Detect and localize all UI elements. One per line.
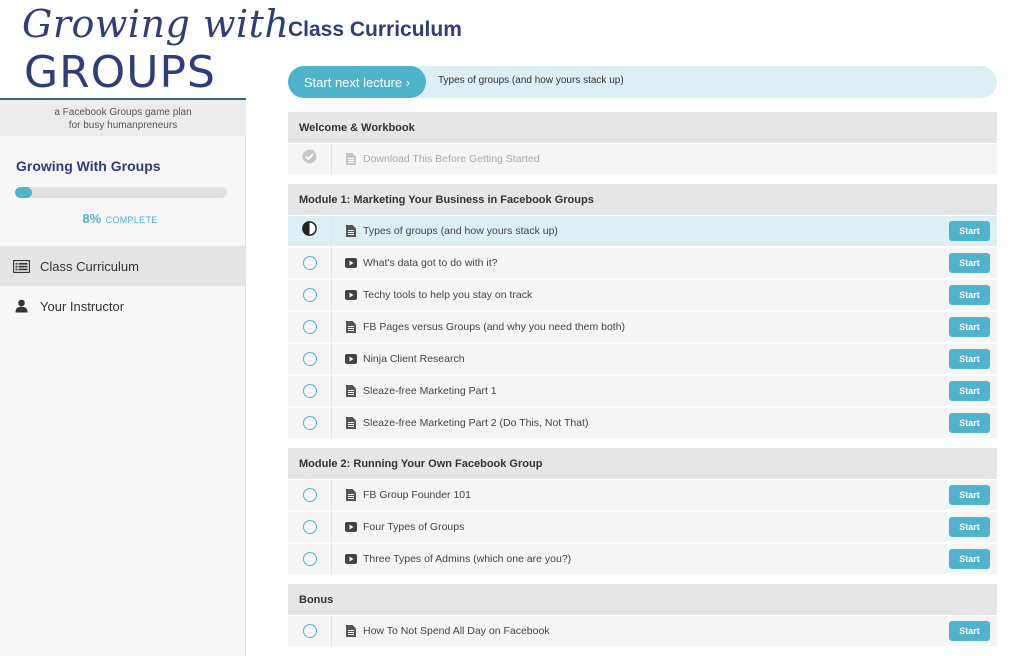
lecture-title[interactable]: Four Types of Groups bbox=[363, 521, 465, 533]
lecture-status bbox=[288, 544, 332, 575]
not-started-circle-icon bbox=[303, 520, 317, 534]
progress-bar bbox=[15, 187, 227, 198]
lecture-status bbox=[288, 280, 332, 311]
nav-item-label: Class Curriculum bbox=[40, 258, 139, 274]
section-header: Module 2: Running Your Own Facebook Group bbox=[288, 448, 997, 479]
not-started-circle-icon bbox=[303, 624, 317, 638]
start-button[interactable]: Start bbox=[949, 317, 990, 337]
lecture-title[interactable]: What's data got to do with it? bbox=[363, 257, 498, 269]
course-tagline bbox=[0, 100, 246, 136]
not-started-circle-icon bbox=[303, 488, 317, 502]
section-header: Module 1: Marketing Your Business in Facebook Groups bbox=[288, 184, 997, 215]
lecture-row[interactable] bbox=[288, 616, 997, 647]
section-header: Bonus bbox=[288, 584, 997, 615]
progress-bar-fill bbox=[15, 187, 32, 198]
start-next-lecture-button[interactable]: Start next lecture › bbox=[288, 66, 426, 98]
video-icon bbox=[345, 553, 357, 565]
nav-item-your-instructor[interactable] bbox=[0, 286, 246, 326]
start-button[interactable]: Start bbox=[949, 549, 990, 569]
lecture-row[interactable] bbox=[288, 512, 997, 543]
lecture-row[interactable] bbox=[288, 408, 997, 439]
progress-complete-label: COMPLETE bbox=[105, 215, 158, 225]
start-button[interactable]: Start bbox=[949, 221, 990, 241]
curriculum-icon bbox=[12, 259, 30, 273]
lecture-title[interactable]: Three Types of Admins (which one are you?) bbox=[363, 553, 572, 565]
sidebar bbox=[0, 0, 290, 656]
next-lecture-bar[interactable] bbox=[288, 66, 997, 98]
video-icon bbox=[345, 289, 357, 301]
lecture-title[interactable]: Techy tools to help you stay on track bbox=[363, 289, 533, 301]
video-icon bbox=[345, 353, 357, 365]
lecture-status bbox=[288, 312, 332, 343]
course-title: Growing With Groups bbox=[16, 158, 161, 174]
lecture-row[interactable] bbox=[288, 344, 997, 375]
lecture-row[interactable] bbox=[288, 480, 997, 511]
video-icon bbox=[345, 257, 357, 269]
lecture-title[interactable]: How To Not Spend All Day on Facebook bbox=[363, 625, 550, 637]
lecture-status bbox=[288, 144, 332, 175]
not-started-circle-icon bbox=[303, 256, 317, 270]
page-title: Class Curriculum bbox=[288, 18, 462, 41]
document-icon bbox=[345, 153, 357, 165]
lecture-row[interactable] bbox=[288, 248, 997, 279]
lecture-status bbox=[288, 512, 332, 543]
start-button[interactable]: Start bbox=[949, 413, 990, 433]
not-started-circle-icon bbox=[303, 552, 317, 566]
user-icon bbox=[12, 299, 30, 313]
lecture-status bbox=[288, 376, 332, 407]
lecture-status bbox=[288, 480, 332, 511]
lecture-status bbox=[288, 344, 332, 375]
document-icon bbox=[345, 625, 357, 637]
nav-item-label: Your Instructor bbox=[40, 298, 125, 314]
lecture-row[interactable] bbox=[288, 312, 997, 343]
document-icon bbox=[345, 321, 357, 333]
not-started-circle-icon bbox=[303, 352, 317, 366]
lecture-row[interactable] bbox=[288, 144, 997, 175]
document-icon bbox=[345, 489, 357, 501]
document-icon bbox=[345, 225, 357, 237]
logo-script-text: Growing with bbox=[22, 2, 290, 46]
lecture-status bbox=[288, 248, 332, 279]
lecture-row[interactable] bbox=[288, 216, 997, 247]
start-button[interactable]: Start bbox=[949, 253, 990, 273]
not-started-circle-icon bbox=[303, 384, 317, 398]
main-content bbox=[258, 0, 1024, 656]
start-button[interactable]: Start bbox=[949, 349, 990, 369]
lecture-title[interactable]: Sleaze-free Marketing Part 1 bbox=[363, 385, 497, 397]
video-icon bbox=[345, 521, 357, 533]
start-button[interactable]: Start bbox=[949, 485, 990, 505]
section-header: Welcome & Workbook bbox=[288, 112, 997, 143]
next-lecture-title[interactable]: Types of groups (and how yours stack up) bbox=[438, 75, 624, 86]
lecture-status bbox=[288, 408, 332, 439]
lecture-status bbox=[288, 616, 332, 647]
lecture-title[interactable]: Download This Before Getting Started bbox=[363, 153, 540, 165]
lecture-title[interactable]: FB Group Founder 101 bbox=[363, 489, 471, 501]
not-started-circle-icon bbox=[303, 416, 317, 430]
tagline-line-2: for busy humanpreneurs bbox=[68, 120, 178, 131]
lecture-status bbox=[288, 216, 332, 247]
lecture-title[interactable]: FB Pages versus Groups (and why you need them both) bbox=[363, 321, 626, 333]
start-button[interactable]: Start bbox=[949, 381, 990, 401]
not-started-circle-icon bbox=[303, 288, 317, 302]
lecture-title[interactable]: Ninja Client Research bbox=[363, 353, 465, 365]
lecture-title[interactable]: Sleaze-free Marketing Part 2 (Do This, Not That) bbox=[363, 417, 589, 429]
logo-big-text: GROUPS bbox=[24, 47, 216, 98]
not-started-circle-icon bbox=[303, 320, 317, 334]
lecture-row[interactable] bbox=[288, 280, 997, 311]
lecture-row[interactable] bbox=[288, 544, 997, 575]
lecture-row[interactable] bbox=[288, 376, 997, 407]
nav-item-class-curriculum[interactable] bbox=[0, 246, 246, 286]
document-icon bbox=[345, 417, 357, 429]
progress-text bbox=[0, 210, 240, 228]
document-icon bbox=[345, 385, 357, 397]
tagline-line-1: a Facebook Groups game plan bbox=[54, 107, 192, 118]
progress-percent: 8% bbox=[82, 211, 102, 226]
lecture-title[interactable]: Types of groups (and how yours stack up) bbox=[363, 225, 558, 237]
completed-check-icon bbox=[302, 149, 317, 169]
half-circle-progress-icon bbox=[302, 221, 317, 241]
start-button[interactable]: Start bbox=[949, 285, 990, 305]
start-button[interactable]: Start bbox=[949, 621, 990, 641]
course-logo[interactable] bbox=[0, 0, 290, 100]
start-button[interactable]: Start bbox=[949, 517, 990, 537]
